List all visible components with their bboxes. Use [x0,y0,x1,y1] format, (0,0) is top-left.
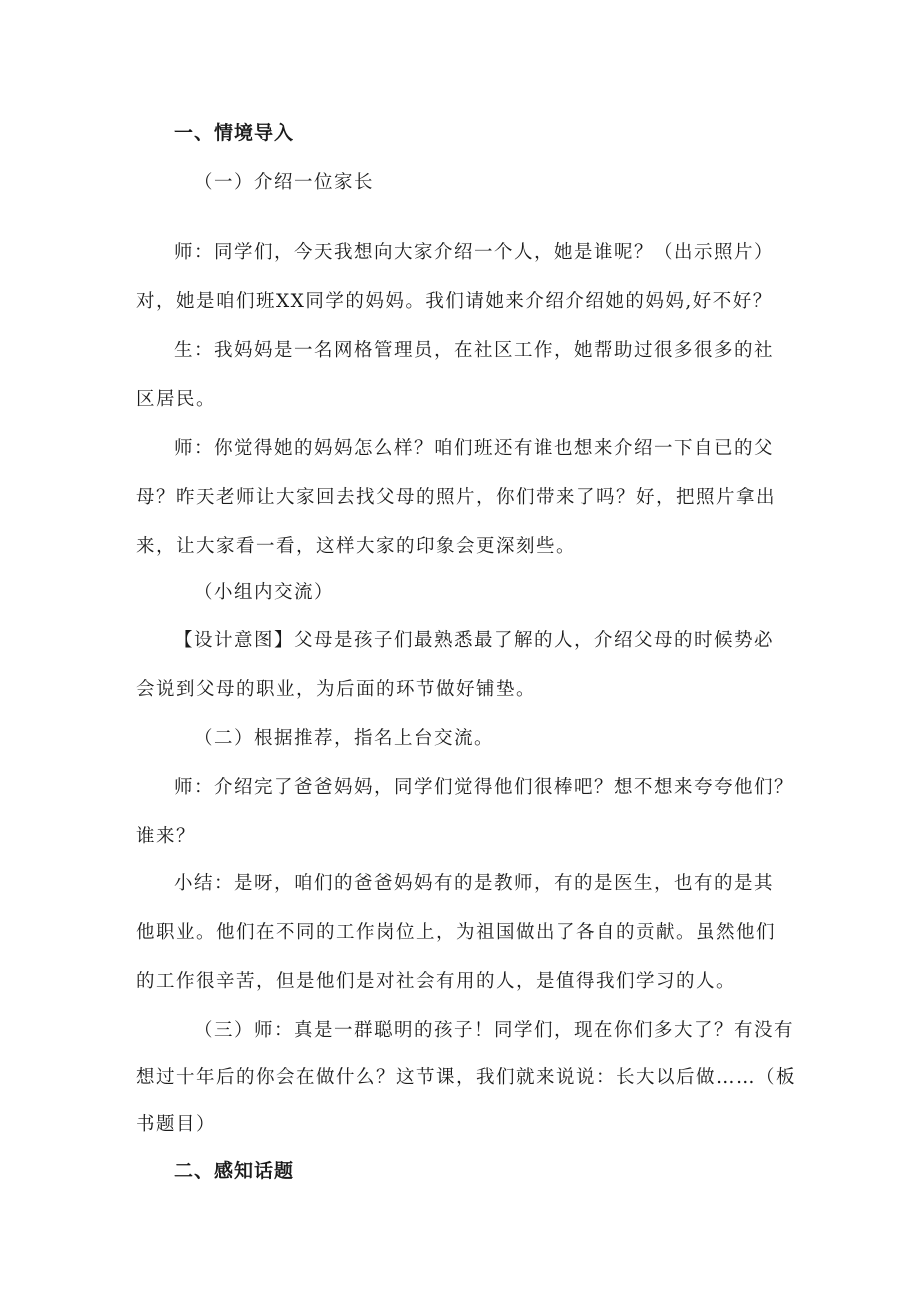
paragraph-line: 书题目） [136,1114,217,1135]
paragraph-line: 师：你觉得她的妈妈怎么样？咱们班还有谁也想来介绍一下自已的父 [174,438,775,459]
summary-line: 他职业。他们在不同的工作岗位上，为祖国做出了各自的贡献。虽然他们 [136,922,777,943]
paragraph-line: 师：介绍完了爸爸妈妈，同学们觉得他们很棒吧？想不想来夸夸他们？ [174,777,795,798]
paragraph-line: 想过十年后的你会在做什么？这节课，我们就来说说：长大以后做……（板 [136,1067,797,1088]
paragraph-line: 对，她是咱们班XX同学的妈妈。我们请她来介绍介绍她的妈妈,好不好？ [136,291,773,312]
section-heading-2: 二、感知话题 [174,1160,295,1182]
paragraph-line: 母？昨天老师让大家回去找父母的照片，你们带来了吗？好，把照片拿出 [136,487,777,508]
summary-line: 小结：是呀，咱们的爸爸妈妈有的是教师，有的是医生，也有的是其 [174,873,775,894]
paragraph-line: （三）师：真是一群聪明的孩子！同学们，现在你们多大了？有没有 [194,1020,795,1041]
activity-note: （小组内交流） [194,582,335,603]
design-intent-line: 会说到父母的职业，为后面的环节做好铺垫。 [136,679,537,700]
design-intent-line: 【设计意图】父母是孩子们最熟悉最了解的人，介绍父母的时候势必 [174,630,775,651]
subheading-2: （二）根据推荐，指名上台交流。 [194,728,495,749]
paragraph-line: 师：同学们，今天我想向大家介绍一个人，她是谁呢？（出示照片） [174,242,775,263]
paragraph-line: 生：我妈妈是一名网格管理员，在社区工作，她帮助过很多很多的社 [174,340,775,361]
paragraph-line: 谁来？ [136,826,197,847]
section-heading-1: 一、情境导入 [174,122,295,144]
paragraph-line: 区居民。 [136,389,217,410]
summary-line: 的工作很辛苦，但是他们是对社会有用的人，是值得我们学习的人。 [136,971,737,992]
subheading-1: （一）介绍一位家长 [194,172,375,193]
paragraph-line: 来，让大家看一看，这样大家的印象会更深刻些。 [136,536,577,557]
